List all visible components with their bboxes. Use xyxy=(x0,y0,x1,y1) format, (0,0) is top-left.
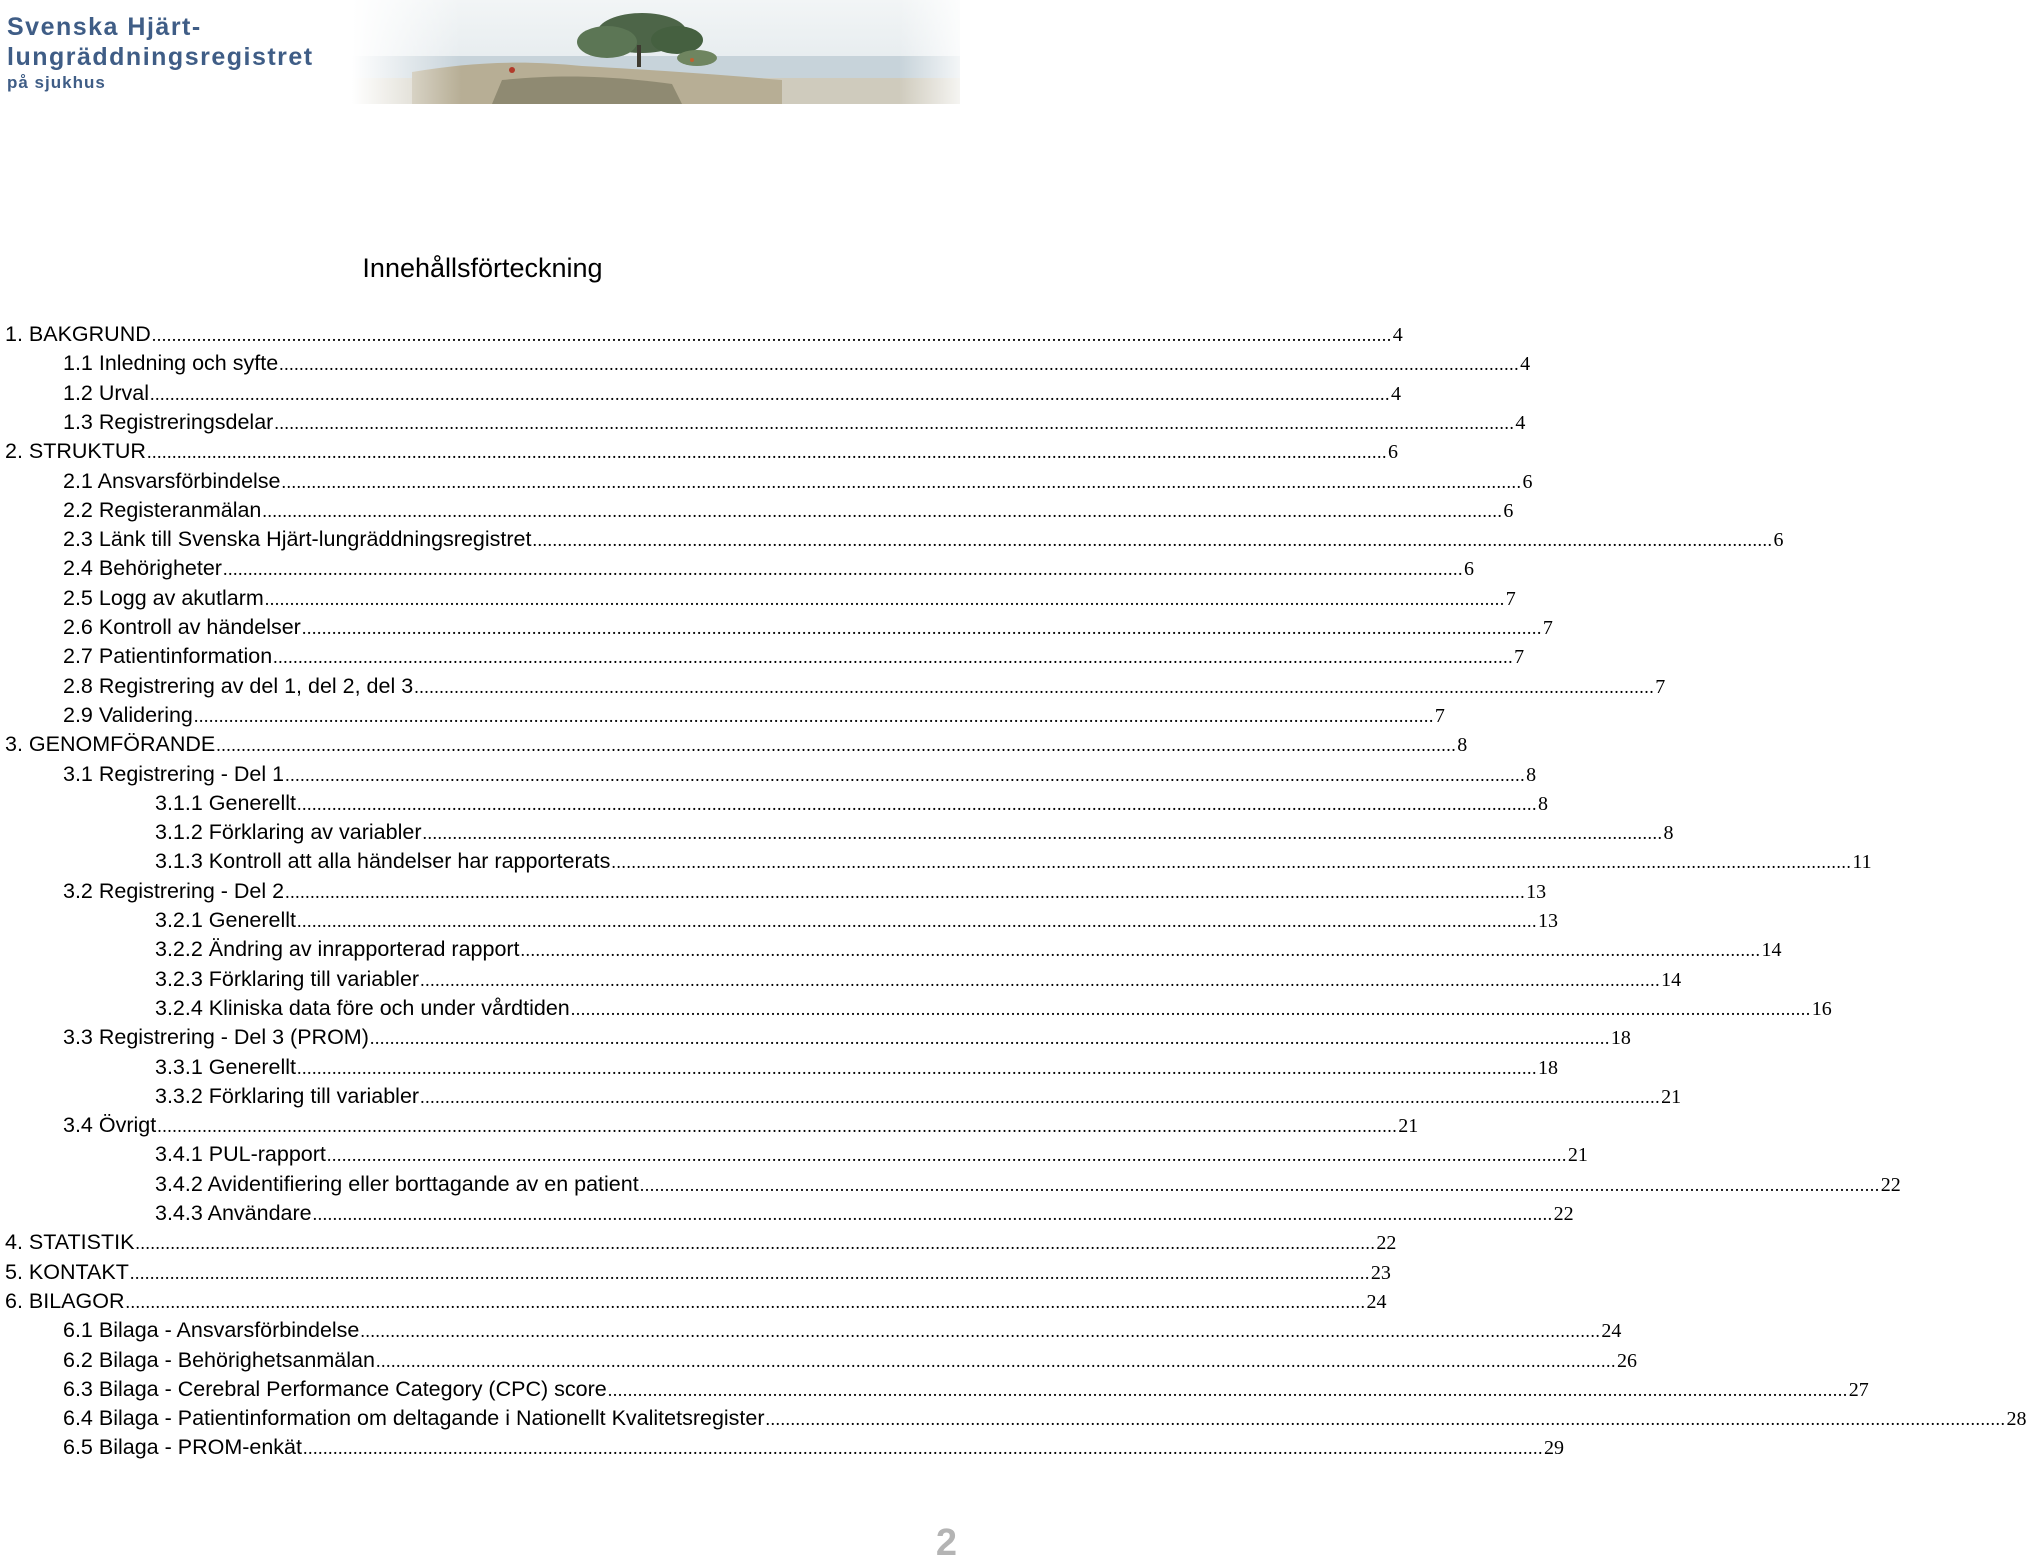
toc-entry-page: 27 xyxy=(1848,1378,1869,1401)
toc-entry[interactable] xyxy=(0,1316,1622,1345)
dot-leader xyxy=(147,438,1387,467)
dot-leader xyxy=(370,1024,1610,1053)
registry-logo xyxy=(7,12,314,94)
toc-entry-label: 3.4.1 PUL-rapport xyxy=(155,1142,326,1167)
toc-entry[interactable] xyxy=(0,525,1784,554)
toc-entry-page: 21 xyxy=(1567,1144,1588,1167)
toc-entry[interactable] xyxy=(0,1170,1901,1199)
toc-entry-label: 1. BAKGRUND xyxy=(5,322,151,346)
toc-entry-label: 3.3 Registrering - Del 3 (PROM) xyxy=(63,1025,369,1050)
toc-entry-label: 3.3.1 Generellt xyxy=(155,1054,297,1079)
toc-entry-page: 6 xyxy=(1387,441,1398,464)
toc-entry[interactable] xyxy=(0,1287,1387,1316)
coastal-landscape-photo xyxy=(352,0,960,104)
toc-entry-label: 4. STATISTIK xyxy=(5,1230,135,1255)
toc-entry-label: 6.1 Bilaga - Ansvarsförbindelse xyxy=(63,1318,360,1343)
toc-entry[interactable] xyxy=(0,847,1872,876)
toc-entry-label: 3.3.2 Förklaring till variabler xyxy=(155,1083,420,1108)
brand-line-2: lungräddningsregistret xyxy=(7,43,314,71)
toc-entry[interactable] xyxy=(0,408,1526,437)
page-header xyxy=(0,0,960,110)
toc-entry-page: 14 xyxy=(1761,939,1782,962)
toc-entry-page: 13 xyxy=(1538,910,1559,932)
toc-entry[interactable] xyxy=(0,1258,1391,1287)
dot-leader xyxy=(274,409,1514,438)
dot-leader xyxy=(130,1259,1370,1288)
dot-leader xyxy=(376,1347,1616,1376)
toc-entry[interactable] xyxy=(0,1199,1574,1228)
toc-entry-label: 5. KONTAKT xyxy=(5,1259,129,1284)
dot-leader xyxy=(282,468,1522,497)
toc-entry-label: 2.4 Behörigheter xyxy=(63,556,222,581)
toc-entry[interactable] xyxy=(0,1023,1631,1052)
toc-entry[interactable] xyxy=(0,1375,1869,1404)
toc-entry[interactable] xyxy=(0,1111,1419,1140)
toc-entry[interactable] xyxy=(0,1346,1637,1375)
toc-entry-page: 28 xyxy=(2006,1408,2027,1431)
dot-leader xyxy=(422,819,1662,848)
dot-leader xyxy=(223,555,1463,584)
toc-entry-label: 3.2.2 Ändring av inrapporterad rapport xyxy=(155,937,520,962)
dot-leader xyxy=(279,350,1519,379)
toc-entry-page: 21 xyxy=(1398,1115,1419,1138)
toc-entry-label: 6. BILAGOR xyxy=(5,1288,125,1313)
toc-entry-label: 1.1 Inledning och syfte xyxy=(63,351,279,376)
toc-entry[interactable] xyxy=(0,437,1398,466)
toc-entry-page: 23 xyxy=(1370,1261,1391,1284)
toc-entry-page: 16 xyxy=(1811,997,1832,1020)
toc-entry[interactable] xyxy=(0,1433,1564,1462)
toc-entry-label: 3.1.2 Förklaring av variabler xyxy=(155,820,422,845)
toc-entry-page: 22 xyxy=(1880,1173,1901,1196)
toc-entry[interactable] xyxy=(0,789,1549,818)
dot-leader xyxy=(571,995,1811,1024)
toc-entry-label: 3.1.1 Generellt xyxy=(155,790,297,815)
dot-leader xyxy=(640,1171,1880,1200)
toc-entry-page: 21 xyxy=(1661,1085,1682,1108)
dot-leader xyxy=(262,497,1502,526)
toc-entry-label: 3.4.3 Användare xyxy=(155,1201,312,1225)
toc-entry-label: 3.2 Registrering - Del 2 xyxy=(63,878,285,903)
toc-entry-label: 6.3 Bilaga - Cerebral Performance Category (CPC) score xyxy=(63,1376,607,1401)
toc-entry-page: 24 xyxy=(1366,1290,1387,1313)
toc-entry-label: 6.2 Bilaga - Behörighetsanmälan xyxy=(63,1347,375,1372)
toc-entry[interactable] xyxy=(0,379,1402,408)
toc-entry-page: 22 xyxy=(1553,1203,1574,1225)
dot-leader xyxy=(608,1376,1848,1405)
dot-leader xyxy=(420,1083,1660,1112)
toc-entry-label: 3.1 Registrering - Del 1 xyxy=(63,761,285,786)
toc-entry-label: 3.4.2 Avidentifiering eller borttagande av en patient xyxy=(155,1171,639,1196)
toc-entry-page: 8 xyxy=(1457,734,1468,757)
toc-entry-label: 2. STRUKTUR xyxy=(5,439,146,464)
dot-leader xyxy=(157,1112,1397,1141)
toc-entry-page: 18 xyxy=(1538,1056,1559,1079)
dot-leader xyxy=(297,790,1537,819)
toc-entry[interactable] xyxy=(0,730,1468,759)
toc-entry-page: 6 xyxy=(1463,558,1474,581)
toc-entry[interactable] xyxy=(0,613,1553,642)
toc-entry-label: 2.7 Patientinformation xyxy=(63,644,273,669)
toc-entry[interactable] xyxy=(0,672,1666,701)
toc-entry-page: 6 xyxy=(1773,529,1784,552)
toc-entry[interactable] xyxy=(0,1404,2027,1433)
toc-entry-page: 4 xyxy=(1392,324,1403,346)
toc-entry-page: 7 xyxy=(1434,704,1445,727)
dot-leader xyxy=(360,1317,1600,1346)
toc-entry[interactable] xyxy=(0,760,1537,789)
toc-entry-label: 1.2 Urval xyxy=(63,380,150,405)
toc-entry[interactable] xyxy=(0,584,1516,613)
dot-leader xyxy=(194,702,1434,731)
dot-leader xyxy=(135,1229,1375,1258)
dot-leader xyxy=(273,643,1513,672)
toc-entry-label: 2.6 Kontroll av händelser xyxy=(63,615,301,639)
dot-leader xyxy=(297,907,1537,936)
toc-entry-page: 8 xyxy=(1526,763,1537,786)
toc-entry-page: 22 xyxy=(1376,1232,1397,1255)
toc-entry-page: 18 xyxy=(1610,1027,1631,1050)
dot-leader xyxy=(265,585,1505,614)
toc-entry-page: 7 xyxy=(1655,675,1666,698)
toc-entry-label: 2.5 Logg av akutlarm xyxy=(63,585,264,610)
toc-entry-label: 3.2.1 Generellt xyxy=(155,908,297,932)
toc-entry[interactable] xyxy=(0,1228,1397,1257)
toc-entry-page: 6 xyxy=(1522,470,1533,493)
page-number: 2 xyxy=(935,1522,957,1564)
toc-entry-label: 3.1.3 Kontroll att alla händelser har rapporterats xyxy=(155,849,611,874)
toc-entry-page: 13 xyxy=(1526,880,1547,903)
toc-entry-page: 14 xyxy=(1661,968,1682,991)
toc-entry-page: 7 xyxy=(1505,587,1516,610)
dot-leader xyxy=(327,1141,1567,1170)
dot-leader xyxy=(216,731,1456,760)
toc-entry-page: 4 xyxy=(1515,411,1526,434)
toc-entry[interactable] xyxy=(0,1140,1588,1169)
dot-leader xyxy=(150,380,1390,409)
toc-entry[interactable] xyxy=(0,818,1674,847)
dot-leader xyxy=(152,321,1392,350)
toc-entry-label: 2.9 Validering xyxy=(63,702,193,727)
toc-entry[interactable] xyxy=(0,965,1682,994)
toc-entry[interactable] xyxy=(0,320,1403,349)
toc-entry-page: 24 xyxy=(1601,1320,1622,1343)
dot-leader xyxy=(126,1288,1366,1317)
toc-entry[interactable] xyxy=(0,1082,1682,1111)
toc-entry[interactable] xyxy=(0,906,1559,935)
toc-entry-page: 7 xyxy=(1514,646,1525,669)
toc-entry-label: 2.8 Registrering av del 1, del 2, del 3 xyxy=(63,673,414,698)
toc-entry-label: 3.2.3 Förklaring till variabler xyxy=(155,966,420,991)
toc-entry-label: 2.2 Registeranmälan xyxy=(63,497,262,522)
toc-entry-label: 2.3 Länk till Svenska Hjärt-lungräddningsregistret xyxy=(63,527,532,552)
brand-line-1: Svenska Hjärt- xyxy=(7,13,202,41)
dot-leader xyxy=(285,878,1525,907)
toc-entry[interactable] xyxy=(0,994,1832,1023)
dot-leader xyxy=(532,526,1772,555)
toc-entry-page: 26 xyxy=(1616,1349,1637,1372)
dot-leader xyxy=(766,1405,2006,1434)
toc-entry-page: 29 xyxy=(1544,1437,1564,1460)
toc-entry-page: 8 xyxy=(1538,792,1549,815)
toc-entry[interactable] xyxy=(0,877,1547,906)
toc-entry-label: 3.4 Övrigt xyxy=(63,1113,157,1138)
toc-entry[interactable] xyxy=(0,349,1531,378)
dot-leader xyxy=(420,966,1660,995)
toc-entry[interactable] xyxy=(0,935,1782,964)
brand-line-3: på sjukhus xyxy=(7,73,106,92)
toc-entry-label: 6.4 Bilaga - Patientinformation om deltagande i Nationellt Kvalitetsregister xyxy=(63,1406,765,1431)
toc-entry-page: 11 xyxy=(1852,851,1872,874)
toc-entry-page: 4 xyxy=(1391,382,1402,405)
toc-title: Innehållsförteckning xyxy=(362,253,603,283)
dot-leader xyxy=(611,848,1851,877)
toc-entry[interactable] xyxy=(0,496,1514,525)
dot-leader xyxy=(313,1200,1553,1229)
toc-entry-label: 1.3 Registreringsdelar xyxy=(63,409,274,434)
dot-leader xyxy=(285,761,1525,790)
toc-entry-page: 7 xyxy=(1542,617,1553,639)
dot-leader xyxy=(297,1054,1537,1083)
dot-leader xyxy=(414,673,1654,702)
dot-leader xyxy=(521,936,1761,965)
toc-entry[interactable] xyxy=(0,642,1525,671)
toc-entry[interactable] xyxy=(0,701,1445,730)
toc-entry-label: 6.5 Bilaga - PROM-enkät xyxy=(63,1435,302,1460)
toc-entry-label: 3. GENOMFÖRANDE xyxy=(5,732,216,757)
dot-leader xyxy=(302,614,1542,643)
toc-entry[interactable] xyxy=(0,554,1474,583)
toc-entry-page: 8 xyxy=(1663,822,1674,845)
dot-leader xyxy=(303,1434,1543,1463)
toc-entry-page: 4 xyxy=(1520,353,1531,376)
toc-entry[interactable] xyxy=(0,1053,1559,1082)
toc-entry-label: 3.2.4 Kliniska data före och under vårdtiden xyxy=(155,995,570,1020)
toc-entry-label: 2.1 Ansvarsförbindelse xyxy=(63,468,281,493)
toc-entry-page: 6 xyxy=(1503,499,1514,522)
toc-entry[interactable] xyxy=(0,467,1533,496)
